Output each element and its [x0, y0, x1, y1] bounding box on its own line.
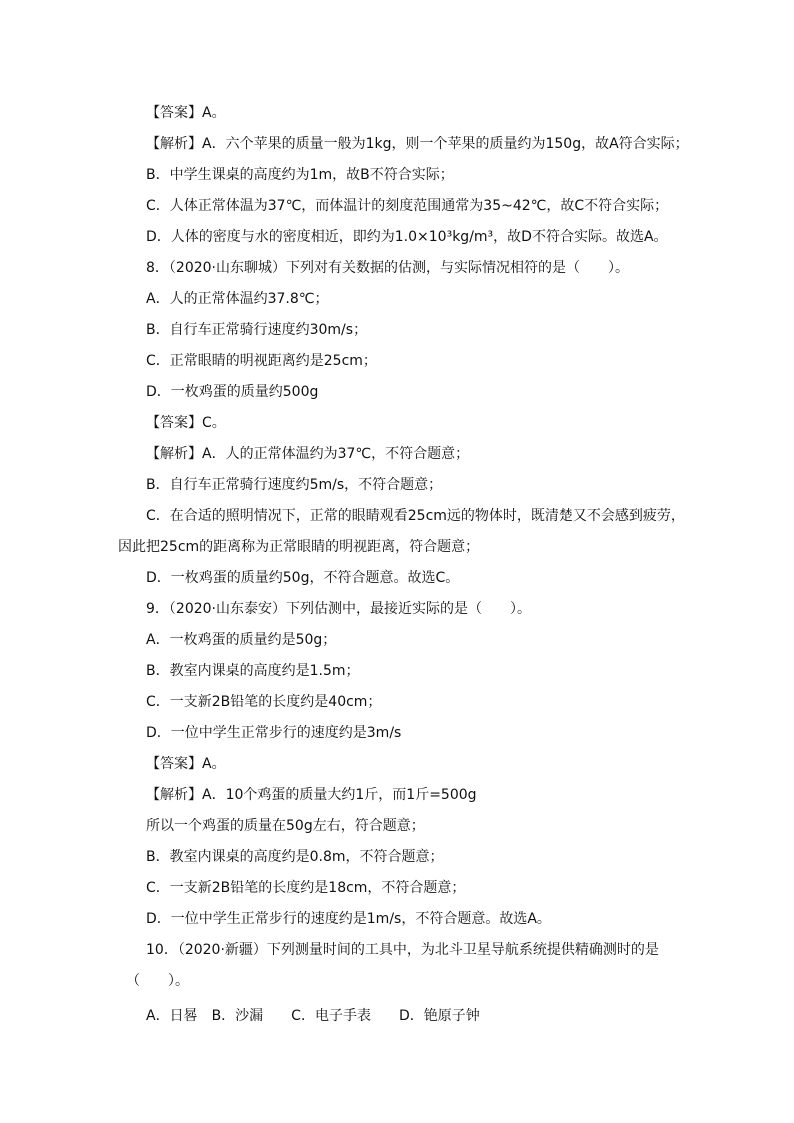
- question-9-option-d: D．一位中学生正常步行的速度约是3m/s: [146, 725, 402, 741]
- analysis-8-b: B．自行车正常骑行速度约5m/s，不符合题意；: [146, 477, 443, 493]
- question-8-option-c: C．正常眼睛的明视距离约是25cm；: [146, 353, 377, 369]
- analysis-9-a: 【解析】A．10个鸡蛋的质量大约1斤，而1斤=500g: [146, 787, 477, 803]
- question-9-option-c: C．一支新2B铅笔的长度约是40cm；: [146, 694, 382, 710]
- analysis-7-b: B．中学生课桌的高度约为1m，故B不符合实际；: [146, 167, 454, 183]
- analysis-8-d: D．一枚鸡蛋的质量约50g，不符合题意。故选C。: [146, 570, 460, 586]
- analysis-9-c: C．一支新2B铅笔的长度约是18cm，不符合题意；: [146, 880, 466, 896]
- analysis-9-d: D．一位中学生正常步行的速度约是1m/s，不符合题意。故选A。: [146, 911, 551, 927]
- question-10-stem: 10．（2020·新疆）下列测量时间的工具中，为北斗卫星导航系统提供精确测时的是: [146, 942, 659, 958]
- question-8-option-b: B．自行车正常骑行速度约30m/s；: [146, 322, 368, 338]
- analysis-8-c: C．在合适的照明情况下，正常的眼睛观看25cm远的物体时，既清楚又不会感到疲劳，: [146, 508, 685, 524]
- analysis-8-a: 【解析】A．人的正常体温约为37℃，不符合题意；: [146, 446, 470, 462]
- question-10-blank: （ ）。: [126, 973, 189, 989]
- question-9-option-a: A．一枚鸡蛋的质量约是50g；: [146, 632, 337, 648]
- answer-7: 【答案】A。: [146, 105, 226, 121]
- analysis-7-d: D．人体的密度与水的密度相近，即约为1.0×10³kg/m³，故D不符合实际。故选A。: [146, 229, 668, 245]
- question-9-option-b: B．教室内课桌的高度约是1.5m；: [146, 663, 360, 679]
- answer-9: 【答案】A。: [146, 756, 226, 772]
- analysis-7-a: 【解析】A．六个苹果的质量一般为1kg，则一个苹果的质量约为150g，故A符合实际；: [146, 136, 689, 152]
- question-10-options: A．日晷 B．沙漏 C．电子手表 D．铯原子钟: [146, 1008, 480, 1024]
- analysis-8-c-continued: 因此把25cm的距离称为正常眼睛的明视距离，符合题意；: [118, 539, 480, 555]
- analysis-7-c: C．人体正常体温为37℃，而体温计的刻度范围通常为35~42℃，故C不符合实际；: [146, 198, 669, 214]
- question-8-option-d: D．一枚鸡蛋的质量约500g: [146, 384, 319, 400]
- analysis-9-b: B．教室内课桌的高度约是0.8m，不符合题意；: [146, 849, 444, 865]
- question-9-stem: 9．（2020·山东泰安）下列估测中，最接近实际的是（ ）。: [146, 601, 531, 617]
- analysis-9-a-continued: 所以一个鸡蛋的质量在50g左右，符合题意；: [146, 818, 425, 834]
- question-8-option-a: A．人的正常体温约37.8℃；: [146, 291, 329, 307]
- question-8-stem: 8．（2020·山东聊城）下列对有关数据的估测，与实际情况相符的是（ ）。: [146, 260, 629, 276]
- answer-8: 【答案】C。: [146, 415, 226, 431]
